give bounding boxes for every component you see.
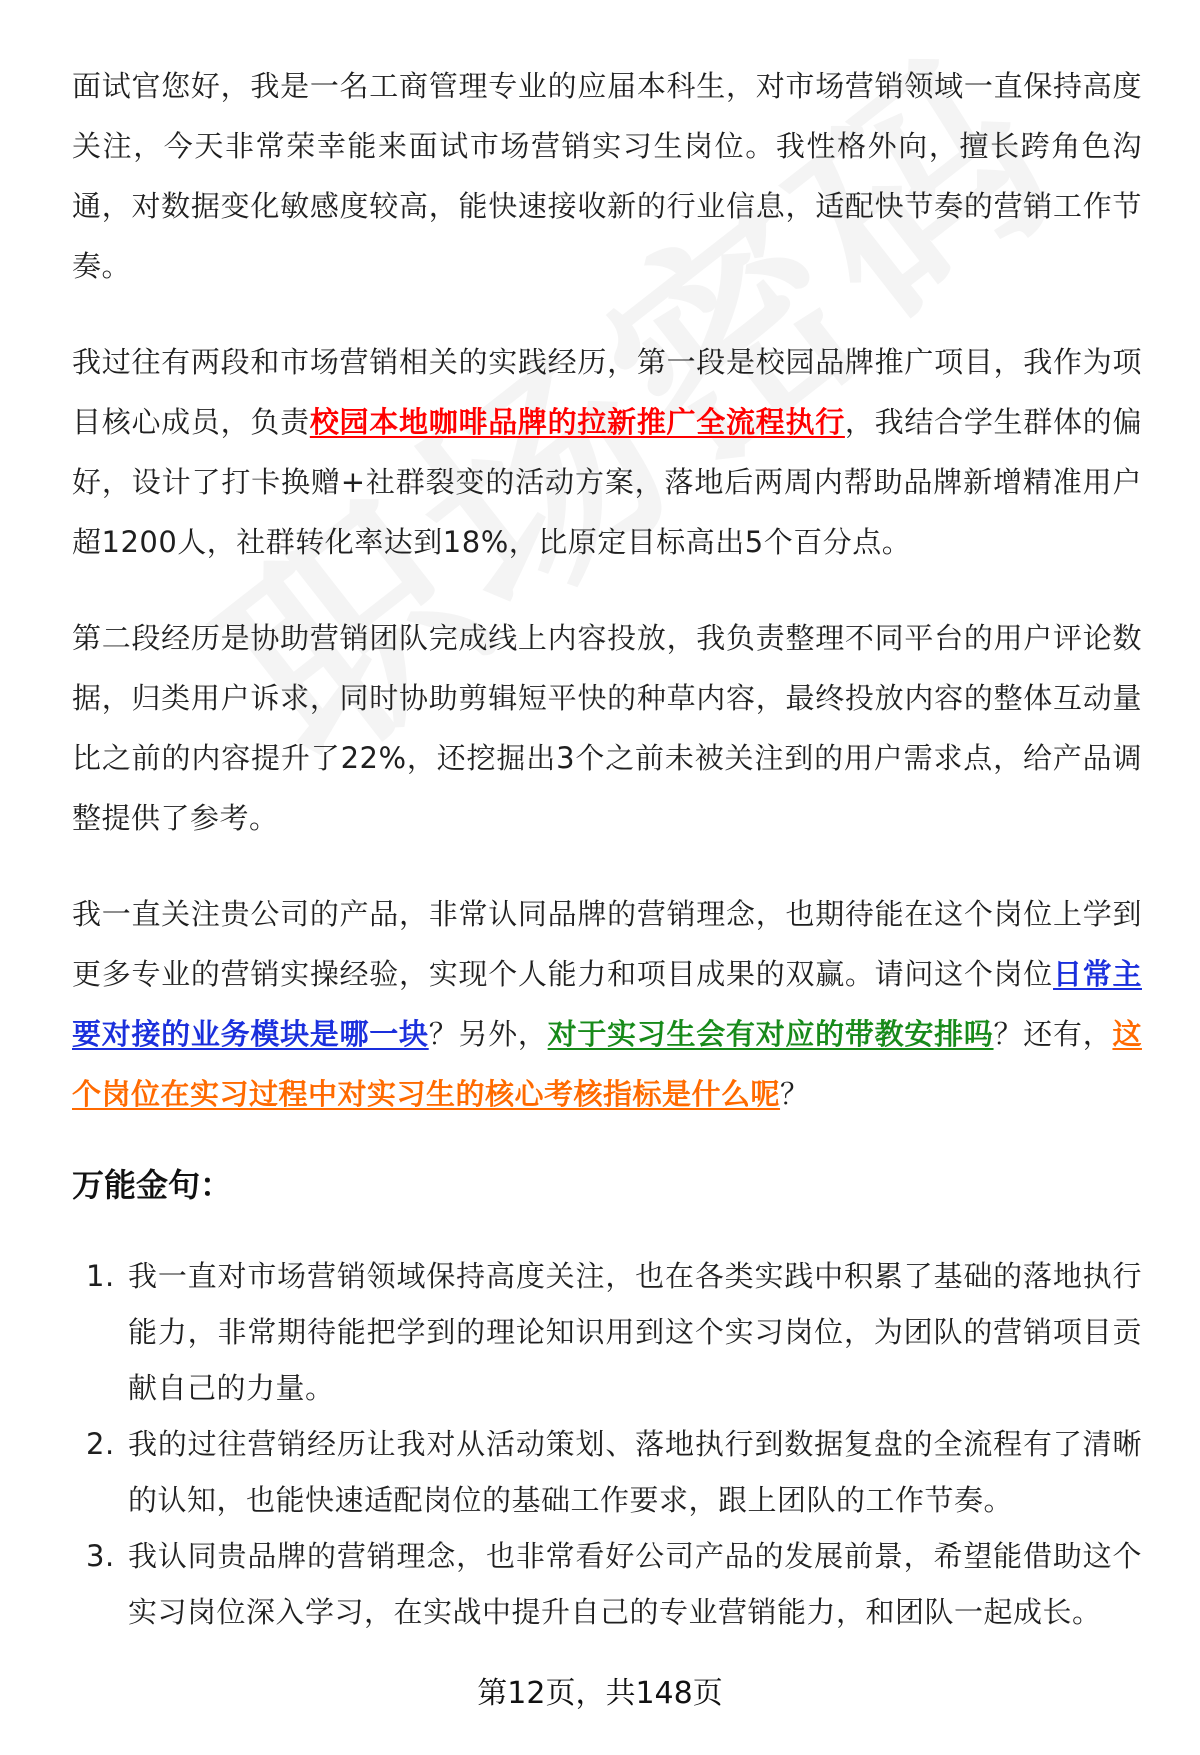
section-title: 万能金句： [72,1166,233,1204]
highlighted-text: 对于实习生会有对应的带教安排吗 [547,1017,994,1051]
list-item-text: 我一直对市场营销领域保持高度关注，也在各类实践中积累了基础的落地执行能力，非常期待能把学到的理论知识用到这个实习岗位，为团队的营销项目贡献自己的力量。 [128,1259,1142,1405]
paragraphs [72,56,1142,1124]
list-item [72,1528,1142,1640]
quote-list [72,1248,1142,1640]
highlighted-text: 这个岗位在实习过程中对实习生的核心考核指标是什么呢 [72,1017,1142,1111]
list-item-text: 我认同贵品牌的营销理念，也非常看好公司产品的发展前景，希望能借助这个实习岗位深入学习，在实战中提升自己的专业营销能力，和团队一起成长。 [128,1539,1142,1629]
paragraph-text: ？还有， [993,1017,1113,1051]
paragraph-text: 面试官您好，我是一名工商管理专业的应届本科生，对市场营销领域一直保持高度关注，今天非常荣幸能来面试市场营销实习生岗位。我性格外向，擅长跨角色沟通，对数据变化敏感度较高，能快速接收新的行业信息，适配快节奏的营销工作节奏。 [72,69,1142,283]
paragraph-text: 第二段经历是协助营销团队完成线上内容投放，我负责整理不同平台的用户评论数据，归类用户诉求，同时协助剪辑短平快的种草内容，最终投放内容的整体互动量比之前的内容提升了22%，还挖掘出3个之前未被关注到的用户需求点，给产品调整提供了参考。 [72,621,1142,835]
paragraph [72,332,1142,572]
highlighted-text: 日常主要对接的业务模块是哪一块 [72,957,1142,1051]
paragraph-text: 我过往有两段和市场营销相关的实践经历，第一段是校园品牌推广项目，我作为项目核心成员，负责 [72,345,1142,439]
highlighted-text: 校园本地咖啡品牌的拉新推广全流程执行 [309,405,845,439]
paragraph-text: ，我结合学生群体的偏好，设计了打卡换赠+社群裂变的活动方案，落地后两周内帮助品牌新增精准用户超1200人，社群转化率达到18%，比原定目标高出5个百分点。 [72,405,1142,559]
paragraph [72,608,1142,848]
list-item [72,1248,1142,1416]
paragraph-text: 我一直关注贵公司的产品，非常认同品牌的营销理念，也期待能在这个岗位上学到更多专业的营销实操经验，实现个人能力和项目成果的双赢。请问这个岗位 [72,897,1142,991]
list-item-number: 3. [86,1539,115,1573]
paragraph [72,56,1142,296]
paragraph [72,884,1142,1124]
list-item-number: 2. [86,1427,115,1461]
paragraph-text: ？另外， [428,1017,548,1051]
content-area [72,56,1142,1640]
list-item [72,1416,1142,1528]
list-item-number: 1. [86,1259,115,1293]
paragraph-text: ？ [780,1077,810,1111]
list-item-text: 我的过往营销经历让我对从活动策划、落地执行到数据复盘的全流程有了清晰的认知，也能快速适配岗位的基础工作要求，跟上团队的工作节奏。 [128,1427,1142,1517]
page-footer: 第12页，共148页 [477,1676,723,1711]
